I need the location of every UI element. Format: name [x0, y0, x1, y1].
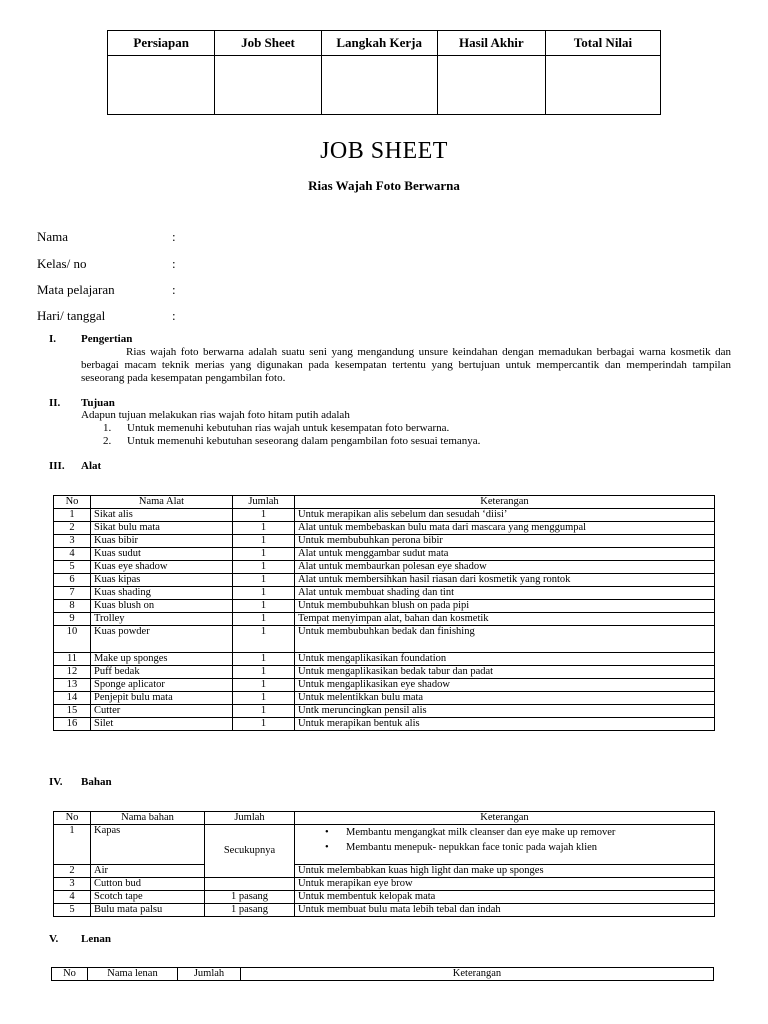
alat-header-nama: Nama Alat [91, 496, 233, 509]
section-2-number: II. [49, 397, 61, 409]
bahan-cell-keterangan: Untuk melembabkan kuas high light dan make up sponges [295, 865, 715, 878]
table-row [54, 548, 715, 561]
table-row [54, 600, 715, 613]
field-label: Mata pelajaran [37, 282, 115, 297]
alat-cell-keterangan: Untuk merapikan bentuk alis [295, 718, 715, 731]
alat-cell-nama: Puff bedak [91, 666, 233, 679]
table-row [54, 535, 715, 548]
alat-cell-keterangan: Alat untuk membersihkan hasil riasan dari kosmetik yang rontok [295, 574, 715, 587]
table-row [54, 718, 715, 731]
lenan-header-no: No [52, 968, 88, 981]
section-3-title: Alat [81, 460, 102, 472]
alat-cell-jumlah: 1 [233, 718, 295, 731]
bahan-cell-no: 5 [54, 904, 91, 917]
bahan-cell-keterangan: Untuk membuat bulu mata lebih tebal dan indah [295, 904, 715, 917]
bahan-cell-no: 3 [54, 878, 91, 891]
alat-cell-nama: Kuas kipas [91, 574, 233, 587]
alat-cell-no: 9 [54, 613, 91, 626]
alat-cell-no: 7 [54, 587, 91, 600]
table-row [54, 878, 715, 891]
section-1-number: I. [49, 333, 57, 345]
bahan-cell-jumlah-shared: Secukupnya [205, 825, 295, 878]
alat-cell-no: 13 [54, 679, 91, 692]
alat-cell-no: 6 [54, 574, 91, 587]
alat-cell-keterangan: Untuk membubuhkan blush on pada pipi [295, 600, 715, 613]
list-item-number: 2. [103, 435, 112, 447]
list-item-text: Untuk memenuhi kebutuhan seseorang dalam pengambilan foto sesuai temanya. [127, 435, 481, 447]
lenan-header-jumlah: Jumlah [178, 968, 241, 981]
table-row [54, 692, 715, 705]
alat-cell-no: 12 [54, 666, 91, 679]
bullet-text: Membantu menepuk- nepukkan face tonic pada wajah klien [346, 842, 598, 853]
alat-cell-jumlah: 1 [233, 574, 295, 587]
alat-cell-jumlah: 1 [233, 548, 295, 561]
bahan-cell-keterangan-bullets [295, 825, 715, 865]
table-row [54, 587, 715, 600]
lenan-header-keterangan: Keterangan [241, 968, 714, 981]
field-label: Kelas/ no [37, 256, 87, 271]
field-label: Nama [37, 229, 69, 244]
alat-cell-keterangan: Untk meruncingkan pensil alis [295, 705, 715, 718]
alat-cell-jumlah: 1 [233, 613, 295, 626]
field-separator: : [172, 308, 176, 323]
score-header-hasil-akhir: Hasil Akhir [437, 31, 545, 56]
section-1-paragraph [81, 346, 731, 385]
bahan-header-no: No [54, 812, 91, 825]
alat-cell-keterangan: Alat untuk membaurkan polesan eye shadow [295, 561, 715, 574]
section-2-intro: Adapun tujuan melakukan rias wajah foto hitam putih adalah [81, 409, 350, 421]
alat-cell-keterangan: Untuk membubuhkan perona bibir [295, 535, 715, 548]
bahan-cell-keterangan: Untuk merapikan eye brow [295, 878, 715, 891]
table-row [54, 626, 715, 653]
alat-cell-no: 1 [54, 509, 91, 522]
alat-cell-keterangan: Alat untuk membuat shading dan tint [295, 587, 715, 600]
alat-header-no: No [54, 496, 91, 509]
alat-cell-nama: Kuas powder [91, 626, 233, 653]
section-2-title: Tujuan [81, 397, 115, 409]
field-separator: : [172, 229, 176, 244]
alat-cell-jumlah: 1 [233, 587, 295, 600]
alat-cell-no: 3 [54, 535, 91, 548]
alat-cell-jumlah: 1 [233, 692, 295, 705]
bahan-cell-no: 4 [54, 891, 91, 904]
section-4-number: IV. [49, 776, 63, 788]
table-row [54, 904, 715, 917]
score-header-langkah-kerja: Langkah Kerja [321, 31, 437, 56]
table-row [54, 679, 715, 692]
table-row [54, 613, 715, 626]
bahan-table [53, 811, 715, 917]
field-label: Hari/ tanggal [37, 308, 106, 323]
alat-cell-no: 4 [54, 548, 91, 561]
list-item [103, 435, 480, 448]
alat-cell-nama: Kuas blush on [91, 600, 233, 613]
table-row [54, 653, 715, 666]
alat-cell-jumlah: 1 [233, 561, 295, 574]
alat-cell-keterangan: Alat untuk membebaskan bulu mata dari mascara yang menggumpal [295, 522, 715, 535]
alat-cell-no: 11 [54, 653, 91, 666]
score-header-total-nilai: Total Nilai [545, 31, 660, 56]
bahan-cell-no: 1 [54, 825, 91, 865]
alat-cell-keterangan: Untuk melentikkan bulu mata [295, 692, 715, 705]
field-separator: : [172, 282, 176, 297]
table-row [54, 865, 715, 878]
bahan-cell-nama: Air [91, 865, 205, 878]
alat-cell-nama: Make up sponges [91, 653, 233, 666]
score-header-job-sheet: Job Sheet [215, 31, 321, 56]
alat-cell-jumlah: 1 [233, 653, 295, 666]
score-header-persiapan: Persiapan [108, 31, 215, 56]
list-item-text: Untuk memenuhi kebutuhan rias wajah untuk kesempatan foto berwarna. [127, 422, 450, 434]
table-row [54, 705, 715, 718]
alat-cell-nama: Sikat bulu mata [91, 522, 233, 535]
score-cell-hasil-akhir[interactable] [437, 56, 545, 115]
alat-table [53, 495, 715, 731]
alat-cell-no: 15 [54, 705, 91, 718]
alat-cell-keterangan: Tempat menyimpan alat, bahan dan kosmetik [295, 613, 715, 626]
document-title: JOB SHEET [320, 138, 448, 164]
bahan-cell-nama: Cutton bud [91, 878, 205, 891]
bullet-text: Membantu mengangkat milk cleanser dan eye make up remover [346, 827, 616, 838]
alat-cell-jumlah: 1 [233, 626, 295, 653]
field-mata-pelajaran [37, 282, 176, 298]
score-cell-job-sheet[interactable] [215, 56, 321, 115]
bahan-cell-jumlah: 1 pasang [205, 904, 295, 917]
bahan-header-nama: Nama bahan [91, 812, 205, 825]
alat-header-keterangan: Keterangan [295, 496, 715, 509]
field-separator: : [172, 256, 176, 271]
alat-cell-nama: Cutter [91, 705, 233, 718]
bullet-item [295, 840, 714, 855]
alat-cell-nama: Kuas eye shadow [91, 561, 233, 574]
lenan-table [51, 967, 714, 981]
bullet-icon: • [325, 827, 329, 838]
alat-cell-no: 14 [54, 692, 91, 705]
section-1-title: Pengertian [81, 333, 133, 345]
table-row [54, 509, 715, 522]
bullet-item [295, 825, 714, 840]
table-row [54, 522, 715, 535]
alat-cell-jumlah: 1 [233, 600, 295, 613]
alat-cell-no: 8 [54, 600, 91, 613]
alat-cell-keterangan: Alat untuk menggambar sudut mata [295, 548, 715, 561]
alat-cell-nama: Kuas sudut [91, 548, 233, 561]
alat-cell-keterangan: Untuk mengaplikasikan bedak tabur dan padat [295, 666, 715, 679]
alat-cell-jumlah: 1 [233, 522, 295, 535]
bahan-header-jumlah: Jumlah [205, 812, 295, 825]
field-kelas [37, 256, 176, 272]
section-3-number: III. [49, 460, 65, 472]
alat-header-jumlah: Jumlah [233, 496, 295, 509]
section-5-title: Lenan [81, 933, 111, 945]
bahan-cell-nama: Scotch tape [91, 891, 205, 904]
alat-cell-nama: Sponge aplicator [91, 679, 233, 692]
alat-cell-no: 5 [54, 561, 91, 574]
field-nama [37, 229, 176, 245]
alat-cell-jumlah: 1 [233, 509, 295, 522]
bahan-cell-jumlah: 1 pasang [205, 891, 295, 904]
alat-cell-nama: Kuas bibir [91, 535, 233, 548]
tujuan-list [103, 422, 480, 448]
section-1-text: Rias wajah foto berwarna adalah suatu seni yang mengandung unsure keindahan dengan memadukan berbagai warna kosmetik dan berbagai macam teknik merias yang digunakan pada kesempatan tertentu yang bertujuan untuk mempercantik dan memperindah tampilan seseorang pada kesempatan pengambilan foto. [81, 346, 731, 384]
alat-cell-nama: Sikat alis [91, 509, 233, 522]
bahan-cell-nama: Bulu mata palsu [91, 904, 205, 917]
alat-cell-keterangan: Untuk membubuhkan bedak dan finishing [295, 626, 715, 653]
table-row [54, 666, 715, 679]
score-cell-total-nilai[interactable] [545, 56, 660, 115]
score-cell-langkah-kerja[interactable] [321, 56, 437, 115]
alat-cell-nama: Penjepit bulu mata [91, 692, 233, 705]
alat-cell-no: 10 [54, 626, 91, 653]
alat-cell-nama: Silet [91, 718, 233, 731]
alat-cell-no: 2 [54, 522, 91, 535]
bahan-cell-jumlah [205, 878, 295, 891]
alat-cell-nama: Trolley [91, 613, 233, 626]
table-row [54, 825, 715, 865]
alat-cell-no: 16 [54, 718, 91, 731]
list-item [103, 422, 480, 435]
bahan-table-body [54, 878, 715, 917]
table-row [54, 561, 715, 574]
bahan-cell-nama: Kapas [91, 825, 205, 865]
table-row [54, 891, 715, 904]
alat-cell-jumlah: 1 [233, 679, 295, 692]
list-item-number: 1. [103, 422, 112, 434]
alat-table-body [54, 509, 715, 731]
bullet-icon: • [325, 842, 329, 853]
bahan-cell-no: 2 [54, 865, 91, 878]
section-5-number: V. [49, 933, 59, 945]
alat-cell-nama: Kuas shading [91, 587, 233, 600]
alat-cell-jumlah: 1 [233, 666, 295, 679]
field-hari-tanggal [37, 308, 176, 324]
document-subtitle: Rias Wajah Foto Berwarna [308, 178, 460, 193]
score-cell-persiapan[interactable] [108, 56, 215, 115]
alat-cell-keterangan: Untuk mengaplikasikan eye shadow [295, 679, 715, 692]
section-4-title: Bahan [81, 776, 112, 788]
bahan-header-keterangan: Keterangan [295, 812, 715, 825]
lenan-header-nama: Nama lenan [88, 968, 178, 981]
alat-cell-jumlah: 1 [233, 535, 295, 548]
score-table [107, 30, 661, 115]
table-row [54, 574, 715, 587]
alat-cell-jumlah: 1 [233, 705, 295, 718]
alat-cell-keterangan: Untuk merapikan alis sebelum dan sesudah ‘diisi’ [295, 509, 715, 522]
bahan-cell-keterangan: Untuk membentuk kelopak mata [295, 891, 715, 904]
alat-cell-keterangan: Untuk mengaplikasikan foundation [295, 653, 715, 666]
